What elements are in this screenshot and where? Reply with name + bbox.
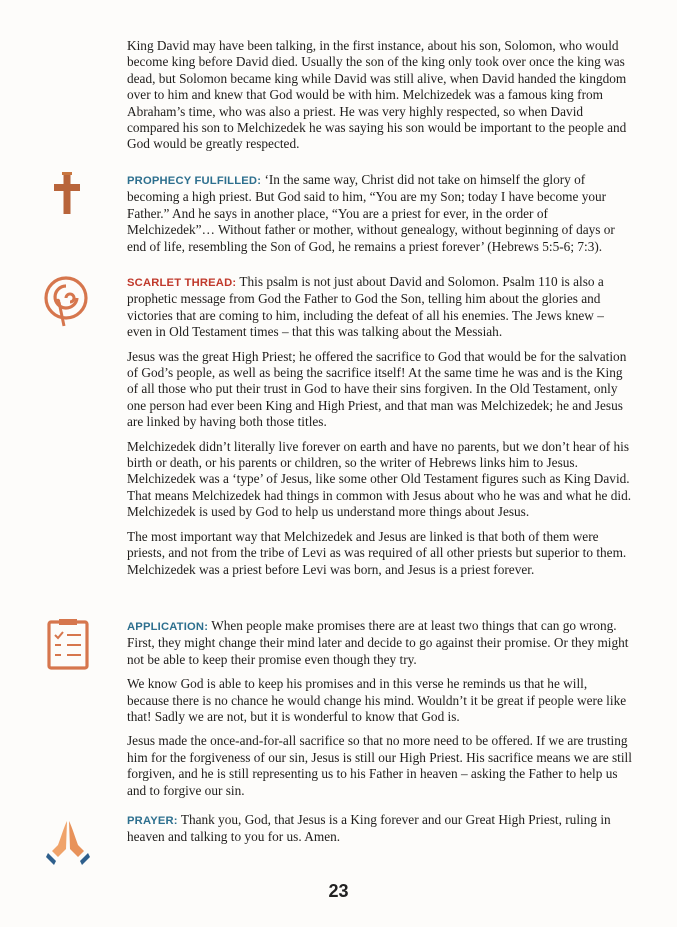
application-text: When people make promises there are at least two things that can go wrong. First, they might change their mind later and decide to go against their promise. Or they might not be able to keep their promise even though they try. — [127, 618, 629, 667]
prayer-label: PRAYER: — [127, 815, 178, 827]
scarlet-thread-section — [127, 274, 632, 578]
application-label: APPLICATION: — [127, 621, 209, 633]
prophecy-paragraph — [127, 172, 632, 255]
scarlet-text: This psalm is not just about David and Solomon. Psalm 110 is also a prophetic message from God the Father to God the Son, telling him about the glories and victories that are coming to him, including the defeat of all his enemies. The Jews knew – even in Old Testament times – that this was talking about the Messiah. — [127, 274, 604, 340]
scarlet-paragraph-4: The most important way that Melchizedek and Jesus are linked is that both of them were priests, and not from the tribe of Levi as was required of all other priests but superior to them. Melchizedek was a priest before Levi was born, and Jesus is a priest forever. — [127, 528, 627, 577]
scarlet-thread-icon — [42, 272, 90, 333]
scarlet-paragraph-3: Melchizedek didn’t literally live forever on earth and have no parents, but we don’t hear of his birth or death, or his parents or children, so the writer of Hebrews links him to Jesus. Melchizedek was a ‘type’ of Jesus, like some other Old Testament figures such as King David. That means Melchizedek had things in common with Jesus about who he was and what he did. Melchizedek is used by God to help us understand more things about Jesus. — [127, 438, 632, 520]
scarlet-paragraph-2: Jesus was the great High Priest; he offered the sacrifice to God that would be for the salvation of God’s people, as well as being the sacrifice itself! At the same time he was and is the King of all those who put their trust in God to have their sins forgiven. In the Old Testament, only one person had ever been King and High Priest, and that man was Melchizedek; he and Jesus are linked by having both those titles. — [127, 348, 627, 430]
application-paragraph-1 — [127, 618, 632, 668]
cross-icon — [52, 172, 82, 221]
scarlet-paragraph-1 — [127, 274, 632, 341]
prayer-paragraph — [127, 812, 632, 846]
application-paragraph-2: We know God is able to keep his promises and in this verse he reminds us that he will, because there is no chance he would change his mind. Wouldn’t it be great if people were like that! Sadly we are not, but it is wonderful to know that God is. — [127, 676, 627, 725]
prophecy-text: ‘In the same way, Christ did not take on himself the glory of becoming a high priest. But God said to him, “You are my Son; today I have become your Father.” And he says in another place, “You are a priest for ever, in the order of Melchizedek”… Without father or mother, without genealogy, without beginning of days or end of life, resembling the Son of God, he remains a priest forever’ (Hebrews 5:5-6; 7:3). — [127, 172, 615, 254]
prophecy-label: PROPHECY FULFILLED: — [127, 175, 262, 187]
application-section — [127, 618, 632, 799]
clipboard-checklist-icon — [46, 617, 90, 676]
prayer-section — [127, 812, 632, 846]
intro-section — [127, 38, 632, 153]
page-number: 23 — [328, 881, 349, 901]
prophecy-section — [127, 172, 632, 255]
intro-paragraph: King David may have been talking, in the first instance, about his son, Solomon, who would become king before David died. Usually the son of the king only took over once the king was dead, but Solomon became king while David was still alive, when David handed the kingdom over to him and knew that God would be with him. Melchizedek was a famous king from Abraham’s time, who was also a priest. He was very highly respected, so when David compared his son to Melchizedek he was saying his son would be important to the people and God would be greatly respected. — [127, 38, 627, 152]
application-paragraph-3: Jesus made the once-and-for-all sacrifice so that no more need to be offered. If we are trusting him for the forgiveness of our sin, Jesus is still our High Priest. His sacrifice means we are still forgiven, and he is still representing us to his Father in heaven – asking the Father to help us and to forgive our sin. — [127, 733, 632, 798]
scarlet-thread-label: SCARLET THREAD: — [127, 277, 237, 289]
prayer-text: Thank you, God, that Jesus is a King forever and our Great High Priest, ruling in heaven and talking to you for us. Amen. — [127, 812, 611, 845]
praying-hands-icon — [44, 817, 92, 872]
